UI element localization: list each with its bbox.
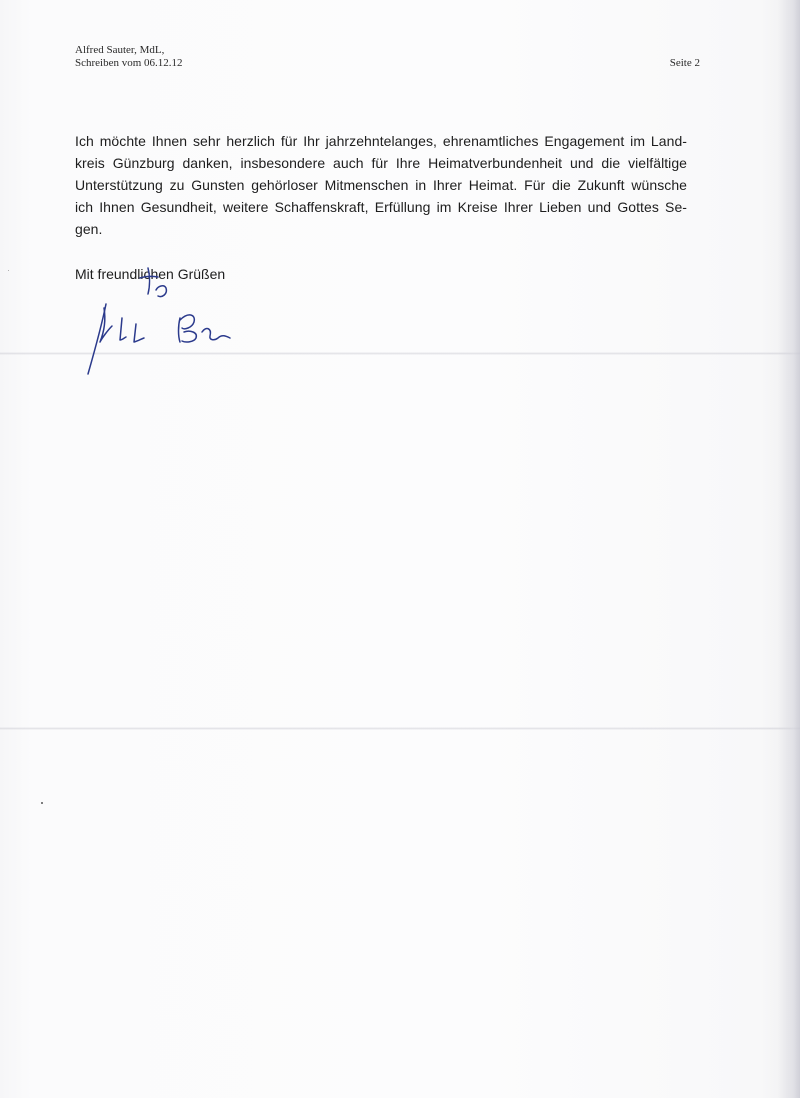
letter-body	[75, 130, 687, 240]
paper-speck	[8, 270, 9, 271]
signature-strokes	[88, 268, 230, 374]
paper-edge-shadow	[778, 0, 800, 1098]
body-line: gen.	[75, 221, 103, 237]
paper-fold-line	[0, 727, 800, 730]
body-line: Unterstützung zu Gunsten gehörloser Mitmenschen in Ihrer Heimat. Für die Zukunft wünsche	[75, 177, 687, 193]
body-line: Ich möchte Ihnen sehr herzlich für Ihr jahrzehntelanges, ehrenamtliches Engagement im Land-	[75, 133, 687, 149]
letter-date: Schreiben vom 06.12.12	[75, 57, 183, 69]
letter-header-sender	[75, 44, 183, 70]
body-line: kreis Günzburg danken, insbesondere auch für Ihre Heimatverbundenheit und die vielfältige	[75, 155, 687, 171]
body-line: ich Ihnen Gesundheit, weitere Schaffenskraft, Erfüllung im Kreise Ihrer Lieben und Gottes Se-	[75, 199, 687, 215]
handwritten-signature	[78, 246, 248, 386]
page-number: Seite 2	[669, 57, 700, 69]
sender-name: Alfred Sauter, MdL,	[75, 44, 165, 56]
closing-salutation: Mit freundlichen Grüßen	[75, 266, 226, 282]
paper-speck	[41, 802, 43, 804]
